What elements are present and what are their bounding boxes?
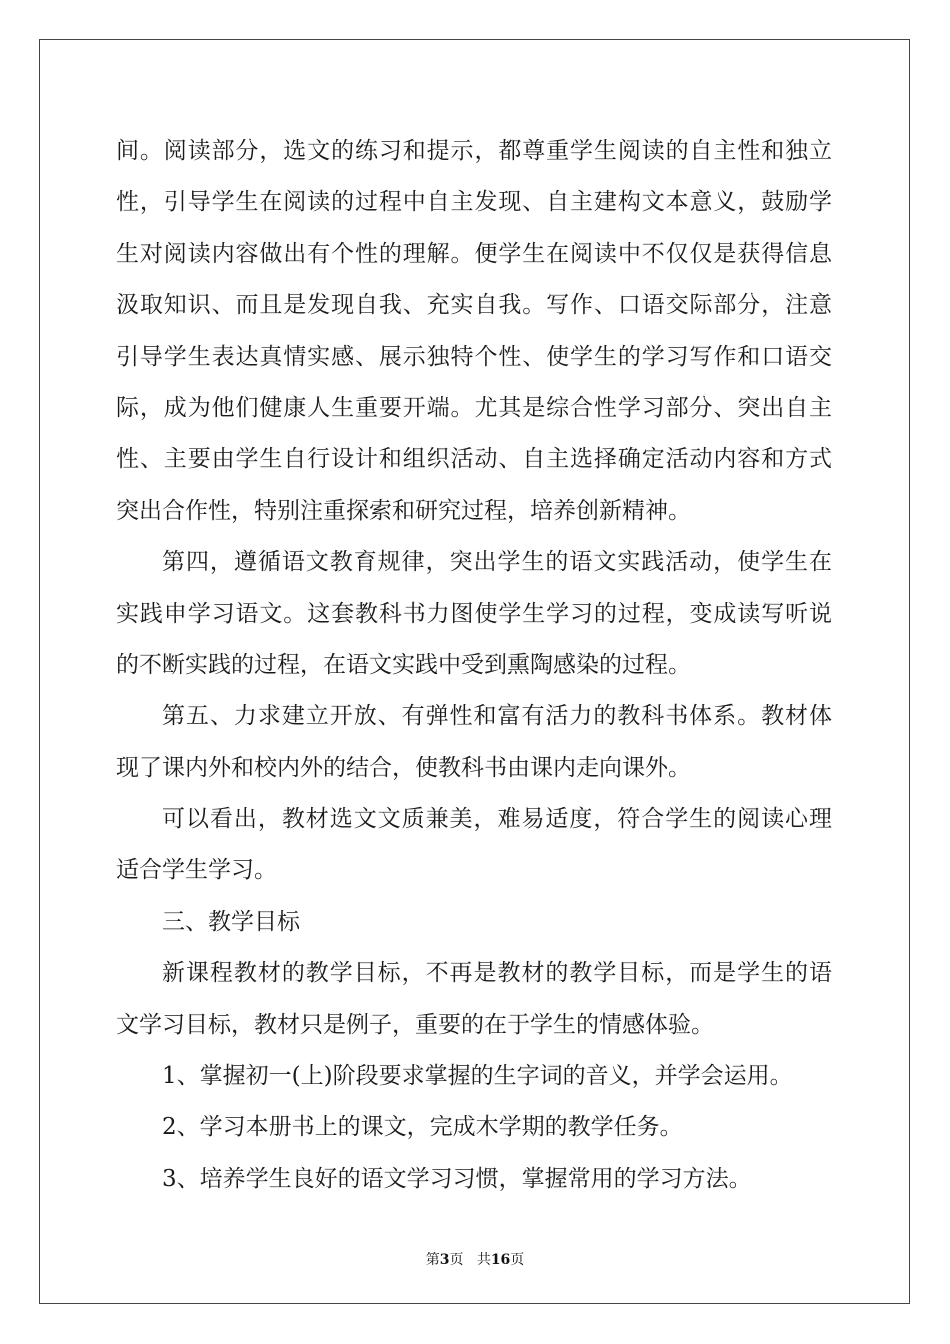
text-line: 性，引导学生在阅读的过程中自主发现、自主建构文本意义，鼓励学	[116, 189, 832, 216]
text-line: 文学习目标，教材只是例子，重要的在于学生的情感体验。	[116, 1011, 714, 1038]
paragraph	[116, 897, 832, 948]
paragraph	[116, 794, 832, 897]
text-line: 现了课内外和校内外的结合，使教科书由课内走向课外。	[116, 754, 691, 781]
text-line: 第五、力求建立开放、有弹性和富有活力的教科书体系。教材体	[162, 703, 832, 730]
document-body	[116, 126, 832, 1205]
paragraph	[116, 1154, 832, 1205]
text-line: 间。阅读部分，选文的练习和提示，都尊重学生阅读的自主性和独立	[116, 138, 832, 164]
text-line: 3、培养学生良好的语文学习习惯，掌握常用的学习方法。	[162, 1165, 752, 1192]
paragraph	[116, 1051, 832, 1102]
paragraph	[116, 948, 832, 1051]
paragraph	[116, 691, 832, 794]
text-line: 适合学生学习。	[116, 857, 277, 884]
page-suffix: 页	[449, 1252, 464, 1268]
page-prefix: 第	[425, 1252, 440, 1268]
paragraph	[116, 537, 832, 691]
text-line: 引导学生表达真情实感、展示独特个性、使学生的学习写作和口语交	[116, 343, 832, 370]
text-line: 的不断实践的过程，在语文实践中受到熏陶感染的过程。	[116, 651, 691, 678]
text-line: 三、教学目标	[162, 908, 300, 935]
page-number: 3	[439, 1252, 450, 1268]
text-line: 新课程教材的教学目标，不再是教材的教学目标，而是学生的语	[162, 960, 832, 987]
text-line: 突出合作性，特别注重探索和研究过程，培养创新精神。	[116, 497, 691, 524]
text-line: 第四，遵循语文教育规律，突出学生的语文实践活动，使学生在	[162, 549, 832, 576]
total-pages: 16	[490, 1252, 511, 1268]
text-line: 汲取知识、而且是发现自我、充实自我。写作、口语交际部分，注意	[116, 292, 832, 319]
total-suffix: 页	[510, 1252, 525, 1268]
paragraph	[116, 126, 832, 537]
total-prefix: 共	[476, 1252, 491, 1268]
text-line: 际，成为他们健康人生重要开端。尤其是综合性学习部分、突出自主	[116, 394, 832, 421]
text-line: 生对阅读内容做出有个性的理解。便学生在阅读中不仅仅是获得信息	[116, 240, 832, 267]
text-line: 可以看出，教材选文文质兼美，难易适度，符合学生的阅读心理	[162, 806, 832, 833]
text-line: 1、掌握初一(上)阶段要求掌握的生字词的音义，并学会运用。	[162, 1063, 793, 1090]
text-line: 实践申学习语文。这套教科书力图使学生学习的过程，变成读写听说	[116, 600, 832, 627]
text-line: 性、主要由学生自行设计和组织活动、自主选择确定活动内容和方式	[116, 446, 832, 473]
paragraph	[116, 1102, 832, 1153]
page-footer	[0, 1251, 950, 1269]
text-line: 2、学习本册书上的课文，完成木学期的教学任务。	[162, 1114, 683, 1141]
